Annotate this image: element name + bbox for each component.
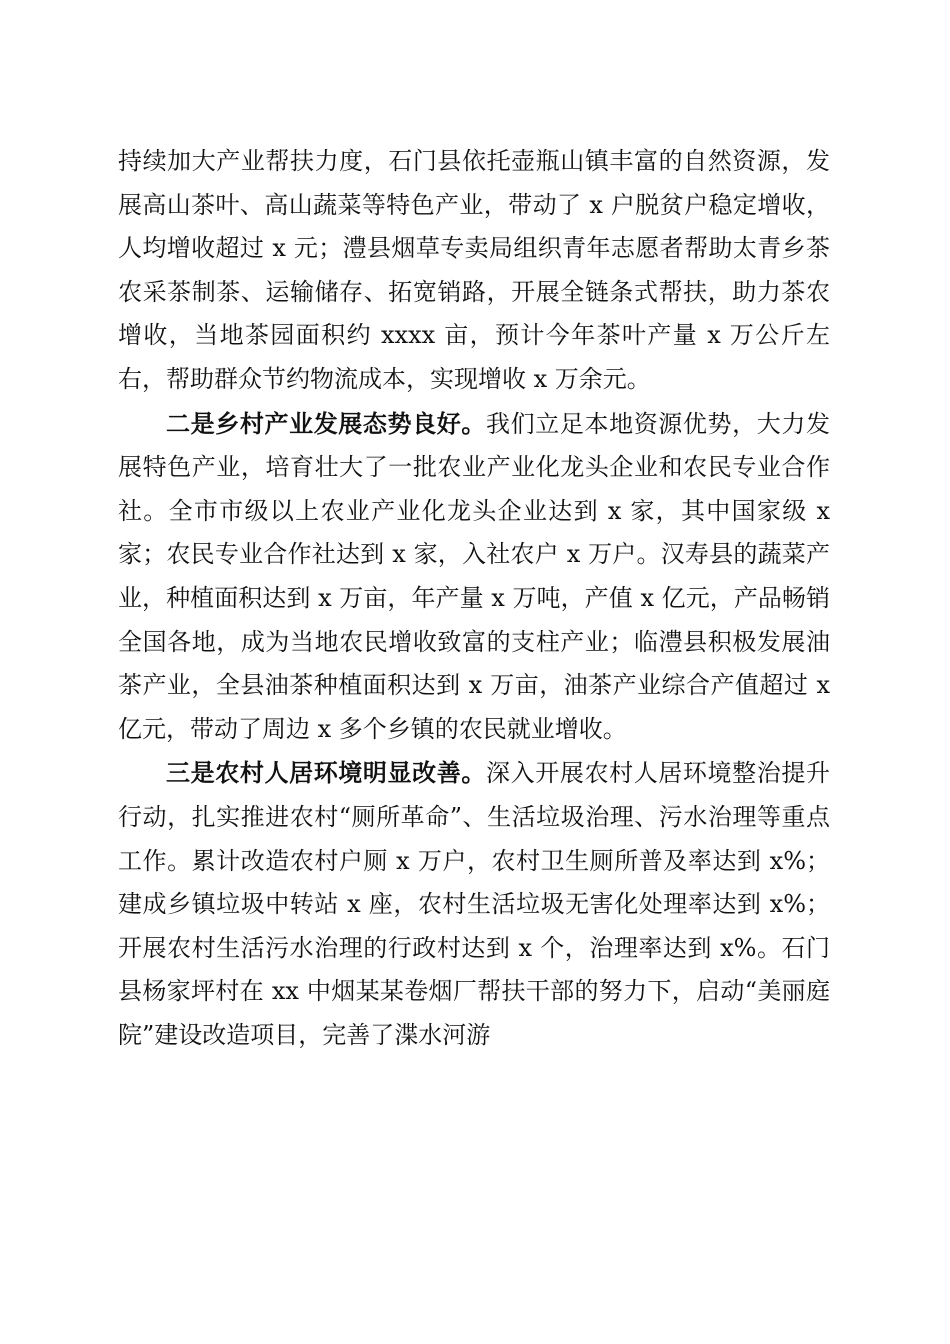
paragraph-text: 深入开展农村人居环境整治提升行动，扎实推进农村“厕所革命”、生活垃圾治理、污水治理等重点工作。累计改造农村户厕 x 万户，农村卫生厕所普及率达到 x%；建成乡镇垃圾中转站 x 座，农村生活垃圾无害化处理率达到 x%；开展农村生活污水治理的行政村达到 x 个，治理率达到 x%。石门县杨家坪村在 xx 中烟某某卷烟厂帮扶干部的努力下，启动“美丽庭院”建设改造项目，完善了渫水河游: [118, 759, 830, 1049]
paragraph-text: 持续加大产业帮扶力度，石门县依托壶瓶山镇丰富的自然资源，发展高山茶叶、高山蔬菜等特色产业，带动了 x 户脱贫户稳定增收，人均增收超过 x 元；澧县烟草专卖局组织青年志愿者帮助太青乡茶农采茶制茶、运输储存、拓宽销路，开展全链条式帮扶，助力茶农增收，当地茶园面积约 xxxx 亩，预计今年茶叶产量 x 万公斤左右，帮助群众节约物流成本，实现增收 x 万余元。: [118, 147, 830, 393]
paragraph-heading: 二是乡村产业发展态势良好。: [166, 408, 486, 438]
paragraph-living-environment: [118, 751, 830, 1057]
paragraph-continuation: [118, 140, 830, 402]
paragraph-rural-industry: [118, 402, 830, 752]
paragraph-text: 我们立足本地资源优势，大力发展特色产业，培育壮大了一批农业产业化龙头企业和农民专业合作社。全市市级以上农业产业化龙头企业达到 x 家，其中国家级 x 家；农民专业合作社达到 x 家，入社农户 x 万户。汉寿县的蔬菜产业，种植面积达到 x 万亩，年产量 x 万吨，产值 x 亿元，产品畅销全国各地，成为当地农民增收致富的支柱产业；临澧县积极发展油茶产业，全县油茶种植面积达到 x 万亩，油茶产业综合产值超过 x 亿元，带动了周边 x 多个乡镇的农民就业增收。: [118, 409, 830, 743]
document-body: [118, 140, 830, 1057]
paragraph-heading: 三是农村人居环境明显改善。: [166, 758, 486, 788]
